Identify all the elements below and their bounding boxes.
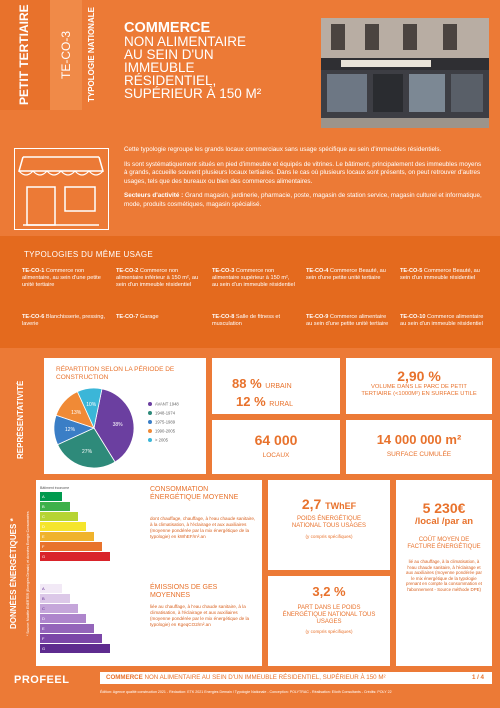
typology-code: TE-CO-7 <box>116 314 139 320</box>
part-panel <box>268 576 390 666</box>
volume-label: VOLUME DANS LE PARC DE PETIT TERTIAIRE (<1000M²) EN SURFACE UTILE <box>361 384 477 397</box>
ep-class-bar: E <box>40 532 94 541</box>
typology-text: Commerce Beauté, au sein d'un immeuble résidentiel <box>400 268 480 282</box>
shop-illustration <box>14 148 109 230</box>
typology-code: TE-CO-2 <box>116 268 139 274</box>
typology-code: TE-CO-6 <box>22 314 45 320</box>
legend-label: 1948-1974 <box>155 410 176 416</box>
typology-text: Commerce non alimentaire, au sein d'une petite unité tertiaire <box>22 268 101 289</box>
typology-text: Blanchisserie, pressing, laverie <box>22 314 106 328</box>
cost-num: 5 230€ <box>422 500 466 516</box>
pie-slice-label: 10% <box>86 402 97 409</box>
legend-swatch <box>148 429 152 433</box>
ep-class-bar: G <box>40 552 110 561</box>
sectors-label: Secteurs d'activité : <box>124 192 184 200</box>
energy-source-note: * Source: Modèle ENERTER (Energies Demain) et données Energie Consommées <box>26 511 30 637</box>
footer-credits: Édition: Agence qualité construction 2021 - Rédaction: ETK 2021 Energies Demain / Typologie Nationale - Conception: POLYTRAC - Réalisation: Elioth Consultants - Crédits: POLY 22 <box>100 690 392 694</box>
legend-swatch <box>148 420 152 424</box>
poids-label: POIDS ÉNERGÉTIQUE NATIONAL TOUS USAGES <box>291 516 367 529</box>
representativite-label: REPRÉSENTATIVITÉ <box>16 380 25 460</box>
pie-slice-label: 27% <box>82 448 93 455</box>
cost-panel <box>396 480 492 666</box>
poids-unit: TWhEF <box>325 501 357 511</box>
locaux-panel <box>212 420 340 474</box>
pie-chart <box>50 384 200 474</box>
typology-item[interactable] <box>22 268 107 290</box>
pie-slice-label: 38% <box>112 421 123 428</box>
typology-text: Commerce non alimentaire supérieur à 150 m², au sein d'un immeuble résidentiel <box>212 268 295 289</box>
pie-slice-label: 13% <box>71 409 82 416</box>
cost-label: COÛT MOYEN DE FACTURE ÉNERGÉTIQUE <box>407 537 481 550</box>
surface-num: 14 000 000 m² <box>376 432 462 447</box>
typologies-heading: TYPOLOGIES DU MÊME USAGE <box>24 250 154 259</box>
pie-slice-label: 12% <box>65 427 76 434</box>
building-photo <box>321 18 489 128</box>
title-line: SUPÉRIEUR À 150 M² <box>124 86 262 101</box>
typology-item[interactable] <box>116 268 201 290</box>
typology-code: TE-CO-5 <box>400 268 423 274</box>
typology-text: Garage <box>138 314 159 320</box>
page-number: 1 / 4 <box>471 674 484 681</box>
ep-class-bar: C <box>40 512 78 521</box>
locaux-num: 64 000 <box>254 432 298 448</box>
footer-bar <box>100 672 492 684</box>
pie-panel <box>44 358 206 474</box>
part-num: 3,2 % <box>312 584 346 599</box>
conso-title: CONSOMMATION ÉNERGÉTIQUE MOYENNE <box>150 486 239 501</box>
typology-item[interactable] <box>22 314 107 328</box>
typology-item[interactable] <box>400 314 485 328</box>
ges-class-bar: A <box>40 584 62 593</box>
ep-label-legend: Bâtiment économe <box>40 486 70 490</box>
cost-text: lié au chauffage, à la climatisation, à l'eau chaude sanitaire, à l'éclairage et aux auxiliaires (moyenne pondérée par le mix énergétique de la typologie prenant en compte la consommation et l'abonnement - Source méthode DPE) <box>406 559 482 592</box>
page-title <box>124 22 284 100</box>
part-note: (y compris spécifiques) <box>305 629 353 634</box>
urban-label: URBAIN <box>265 383 292 390</box>
ep-class-bar: A <box>40 492 62 501</box>
intro-paragraph: Cette typologie regroupe les grands locaux commerciaux sans usage spécifique au sein d'immeubles résidentiels. <box>124 146 442 153</box>
intro-paragraph: Ils sont systématiquement situés en pied d'immeuble et équipés de vitrines. Le bâtiment, principalement des immeubles moyens à grands, accueille souvent plusieurs locaux tertiaires. Dans le cas où plusieurs locaux sont présents, on peut retrouver d'autres usages, tels que des bureaux ou bien des commerces alimentaires. <box>124 160 482 185</box>
rural-row <box>236 394 293 409</box>
ep-class-bar: B <box>40 502 70 511</box>
typology-text: Commerce non alimentaire inférieur à 150 m², au sein d'un immeuble résidentiel <box>116 268 199 289</box>
typology-code: TE-CO-9 <box>306 314 329 320</box>
rural-label: RURAL <box>269 401 293 408</box>
typology-code: TE-CO-8 <box>212 314 235 320</box>
title-line: AU SEIN D'UN <box>124 47 214 62</box>
profeel-logo: PROFEEL <box>14 674 70 686</box>
emission-text: liée au chauffage, à l'eau chaude sanitaire, à la climatisation, à l'éclairage et aux auxiliaires (moyenne pondérée par le mix énergétique de la typologie) en KgeqCO2/m².an <box>150 604 250 627</box>
typology-code: TE-CO-10 <box>400 314 426 320</box>
energy-label: DONNÉES ÉNERGÉTIQUES * <box>9 518 18 630</box>
footer-text: NON ALIMENTAIRE AU SEIN D'UN IMMEUBLE RÉSIDENTIEL, SUPÉRIEUR À 150 M² <box>142 674 386 681</box>
volume-pct: 2,90 % <box>397 368 441 384</box>
ep-class-bar: D <box>40 522 86 531</box>
locaux-label: LOCAUX <box>262 452 290 459</box>
code-tab: TE-CO-3 <box>50 0 82 110</box>
typology-text: Commerce alimentaire au sein d'une petite unité tertiaire <box>306 314 389 328</box>
sectors-paragraph <box>124 192 486 209</box>
ges-class-bar: D <box>40 614 86 623</box>
typology-code: TE-CO-1 <box>22 268 45 274</box>
part-label: PART DANS LE POIDS ÉNERGÉTIQUE NATIONAL TOUS USAGES <box>282 605 376 625</box>
typology-item[interactable] <box>306 268 391 282</box>
title-bold: COMMERCE <box>124 20 211 36</box>
typology-item[interactable] <box>212 268 297 290</box>
poids-panel <box>268 480 390 570</box>
typology-tab: TYPOLOGIE NATIONALE <box>87 7 96 103</box>
legend-label: 1990-2005 <box>155 428 176 434</box>
footer-bold: COMMERCE <box>106 674 143 681</box>
typology-code: TE-CO-3 <box>212 268 235 274</box>
legend-label: AVANT 1948 <box>155 401 179 407</box>
legend-swatch <box>148 438 152 442</box>
category-tab: PETIT TERTIAIRE <box>0 0 50 110</box>
sectors-text: Grand magasin, jardinerie, pharmacie, poste, magasin de station service, magasin culturel et informatique, mode, produits cosmétiques, magasin spécialisé. <box>124 192 482 208</box>
energy-panel <box>36 480 262 666</box>
legend-swatch <box>148 402 152 406</box>
surface-label: SURFACE CUMULÉE <box>386 451 452 458</box>
ges-class-bar: C <box>40 604 78 613</box>
typology-code: TE-CO-4 <box>306 268 329 274</box>
typology-text: Commerce alimentaire au sein d'un immeuble résidentiel <box>400 314 484 328</box>
typology-item[interactable] <box>306 314 391 328</box>
ges-class-bar: F <box>40 634 102 643</box>
pie-title: RÉPARTITION SELON LA PÉRIODE DE CONSTRUCTION <box>56 366 175 381</box>
intro-text <box>124 146 486 216</box>
volume-panel <box>346 358 492 414</box>
typology-item[interactable] <box>212 314 297 328</box>
ep-class-bar: F <box>40 542 102 551</box>
title-line: RÉSIDENTIEL, <box>124 73 217 88</box>
legend-label: > 2005 <box>155 437 168 443</box>
title-line: IMMEUBLE <box>124 60 195 75</box>
typology-text: Commerce Beauté, au sein d'une petite unité tertiaire <box>306 268 386 282</box>
poids-num: 2,7 <box>301 496 322 512</box>
rural-pct: 12 % <box>236 394 266 409</box>
conso-text: dont chauffage, chauffage, à l'eau chaude sanitaire, à la climatisation, à l'éclairage et aux auxiliaires (moyenne pondérée par la mix énergétique de la typologie) en kWhEF/m².an <box>150 516 256 539</box>
urban-pct: 88 % <box>232 376 262 391</box>
poids-note: (y compris spécifiques) <box>305 534 353 539</box>
typology-text: Salle de fitness et musculation <box>212 314 281 328</box>
cost-unit: /local /par an <box>414 516 474 527</box>
legend-label: 1975-1989 <box>155 419 176 425</box>
ges-class-bar: B <box>40 594 70 603</box>
typology-item[interactable] <box>116 314 201 321</box>
poids-value <box>268 496 390 512</box>
urban-rural-panel <box>212 358 340 414</box>
legend-swatch <box>148 411 152 415</box>
surface-panel <box>346 420 492 474</box>
ges-class-bar: E <box>40 624 94 633</box>
typology-item[interactable] <box>400 268 485 282</box>
ges-class-bar: G <box>40 644 110 653</box>
title-line: NON ALIMENTAIRE <box>124 34 247 49</box>
emission-title: ÉMISSIONS DE GES MOYENNES <box>150 584 218 599</box>
urban-row <box>232 376 292 391</box>
